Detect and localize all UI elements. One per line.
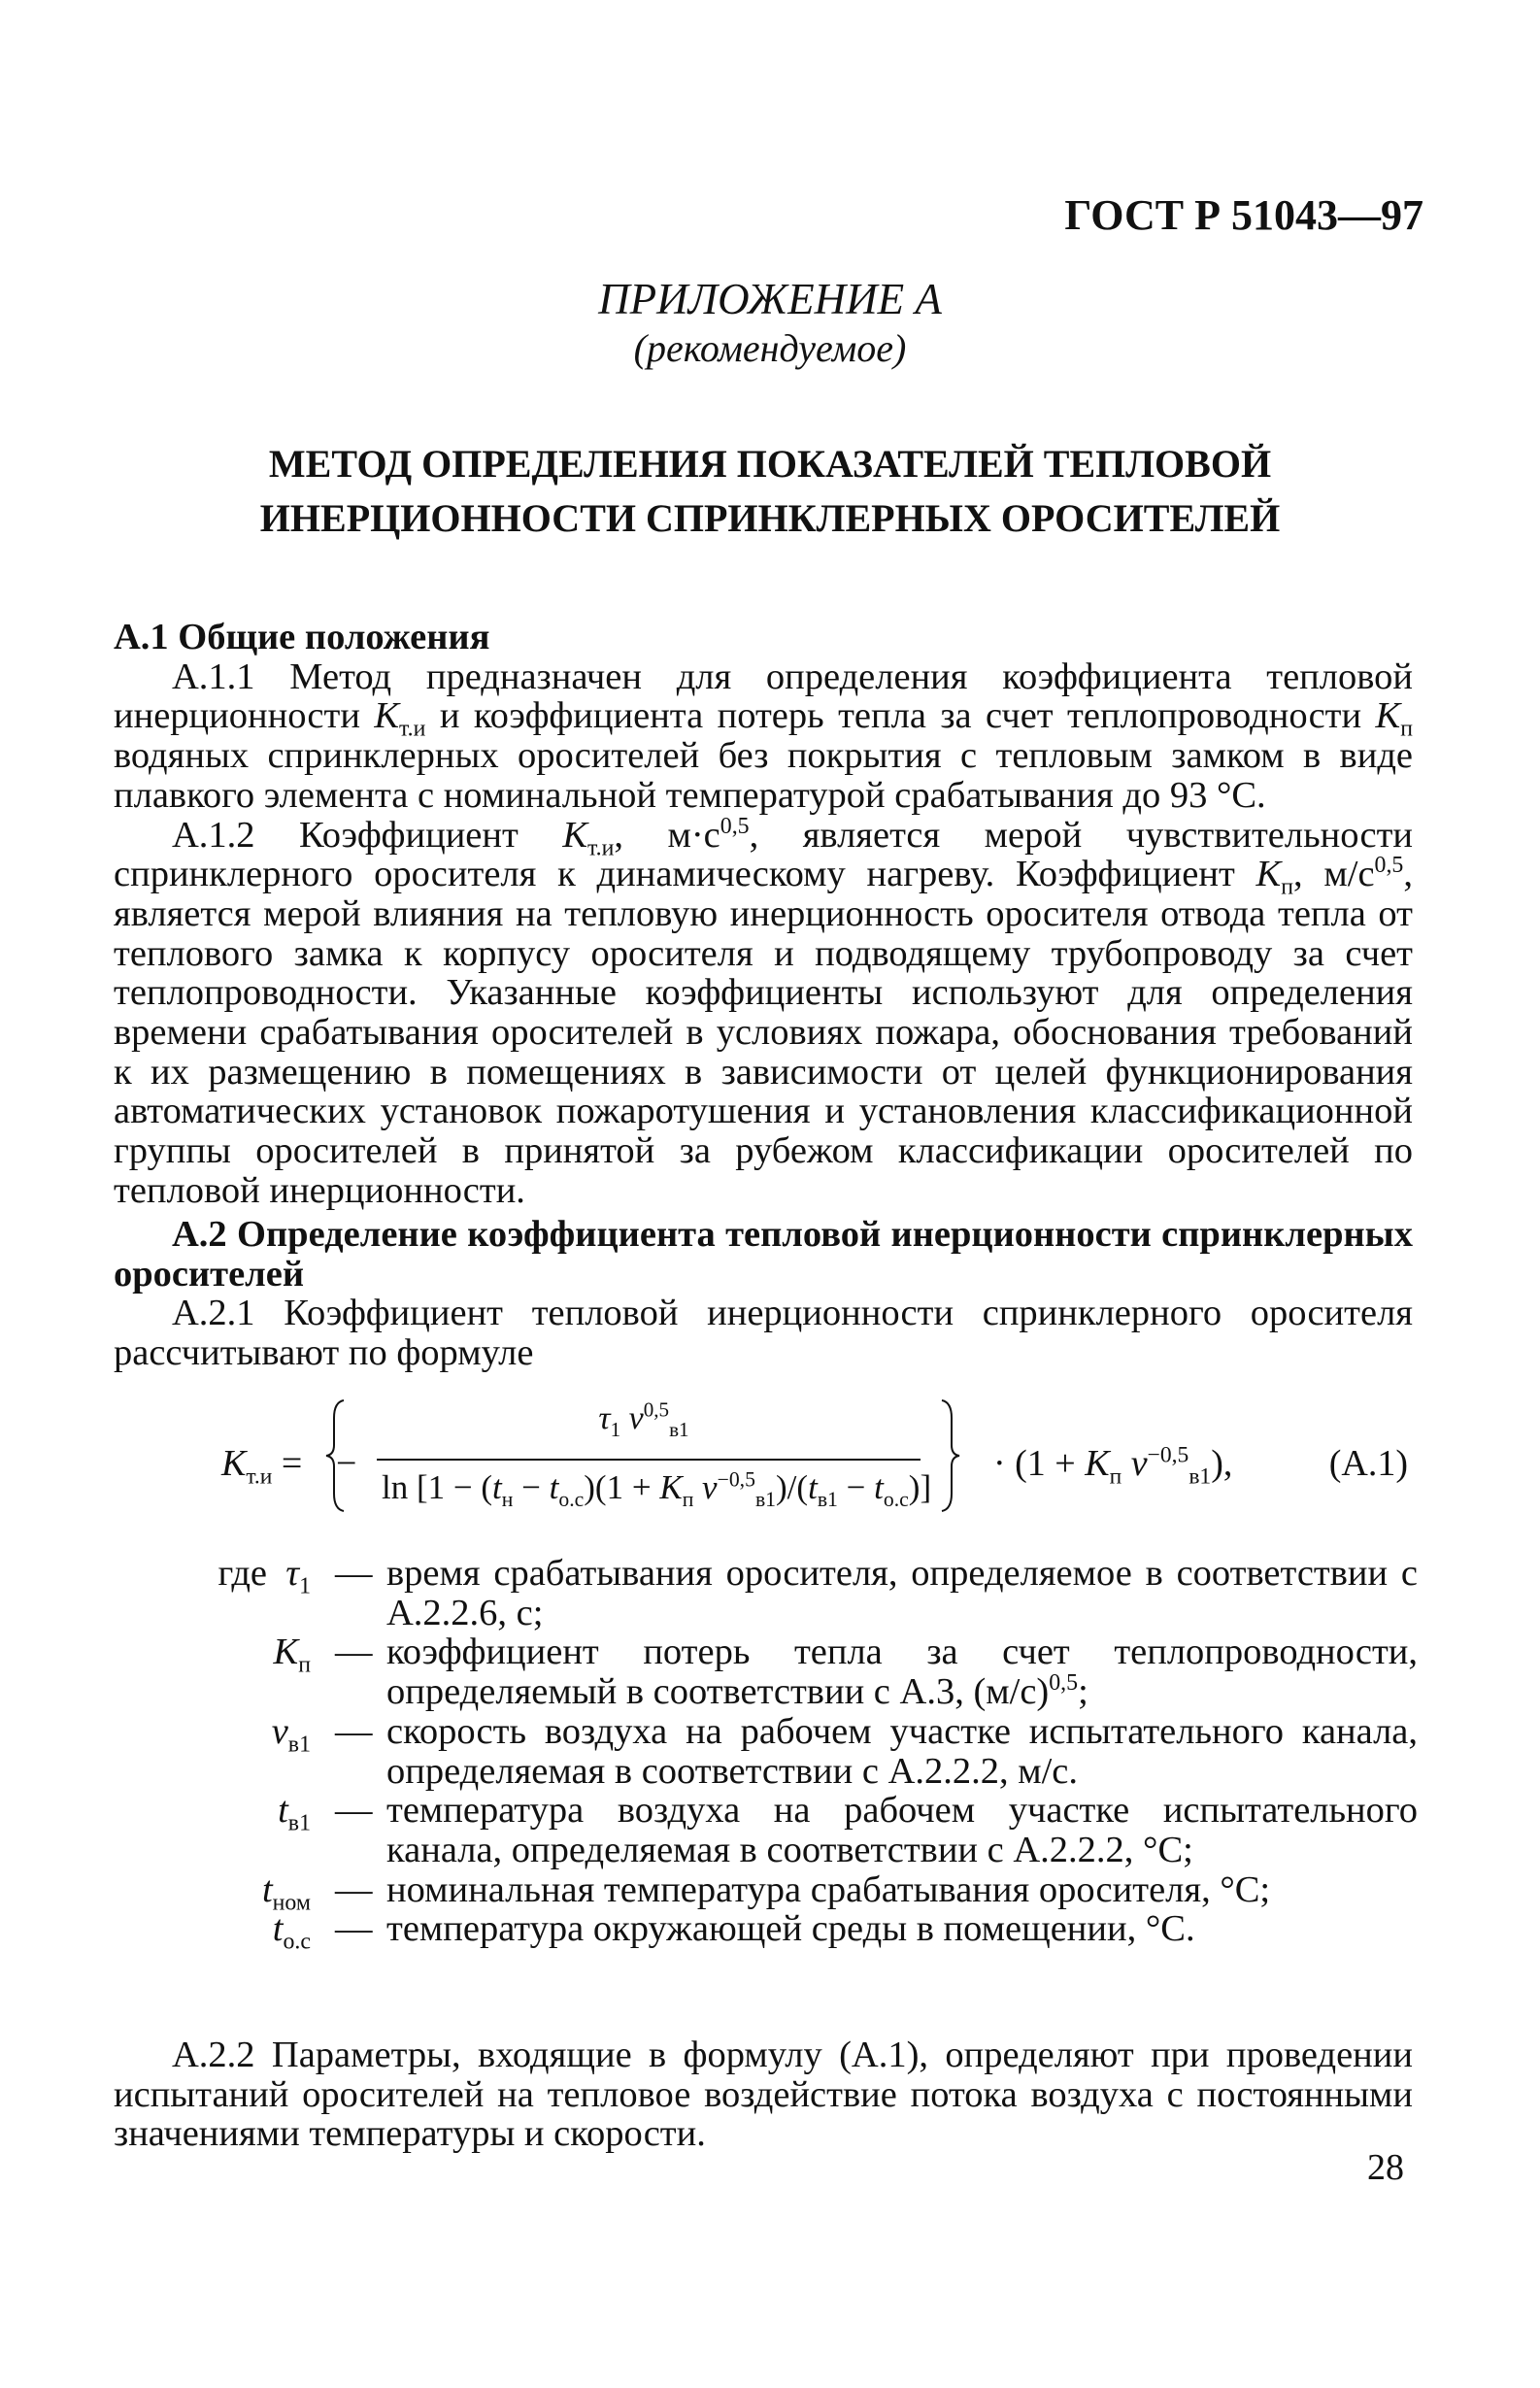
paragraph-a2-1: А.2.1 Коэффициент тепловой инерционности спринклерного оросителя рассчитывают по формуле bbox=[114, 1293, 1413, 1374]
definition-tos: $t_{о.с}$ — температура окружающей среды в помещении, °С. bbox=[272, 1908, 1195, 1956]
paragraph-a2-2: А.2.2 Параметры, входящие в формулу (А.1), определяют при проведении испытаний оросителей на тепловое воздействие потока воздуха с постоянными значениями температуры и скорости. bbox=[114, 2035, 1413, 2155]
section-a2 bbox=[114, 1215, 1413, 1373]
definition-tb: $t_{в1}$ — температура воздуха на рабочем участке испытательного канала, определяемая в соответствии с А.2.2.2, °С; bbox=[278, 1790, 1418, 1870]
section-a1 bbox=[114, 618, 1413, 1211]
definition-v: $v_{в1}$ — скорость воздуха на рабочем участке испытательного канала, определяемая в соответствии с А.2.2.2, м/с. bbox=[271, 1710, 1418, 1792]
right-brace-icon bbox=[938, 1398, 961, 1513]
definitions-list bbox=[155, 1553, 1418, 1956]
definition-tnom: $t_{ном}$ — номинальная температура срабатывания оросителя, °С; bbox=[261, 1868, 1271, 1916]
appendix-title: ПРИЛОЖЕНИЕ А bbox=[598, 275, 942, 323]
title-line-2: ИНЕРЦИОННОСТИ СПРИНКЛЕРНЫХ ОРОСИТЕЛЕЙ bbox=[259, 496, 1281, 540]
paragraph-a2-2-block bbox=[114, 2035, 1413, 2154]
formula-a1 bbox=[221, 1398, 1416, 1525]
formula-number: (А.1) bbox=[1328, 1443, 1408, 1484]
section-a1-heading: А.1 Общие положения bbox=[114, 617, 490, 657]
formula-numerator: $\tau_1$ $v^{0,5}_{в1}$ bbox=[598, 1397, 689, 1441]
definition-tau: где $\tau_1$ — время срабатывания оросителя, определяемое в соответствии с А.2.2.6, с; bbox=[218, 1553, 1418, 1633]
section-a2-heading: А.2 Определение коэффициента тепловой инерционности спринклерных оросителей bbox=[114, 1214, 1413, 1295]
document-title bbox=[0, 437, 1540, 546]
standard-number: ГОСТ Р 51043—97 bbox=[1064, 191, 1423, 239]
definition-kp: $K_п$ — коэффициент потерь тепла за счет теплопроводности, определяемый в соответствии с А.3, $(м/с)^{0,5}$; bbox=[273, 1631, 1418, 1713]
page-number: 28 bbox=[1367, 2147, 1404, 2188]
fraction-bar bbox=[377, 1459, 921, 1461]
formula-denominator: $\ln [1 - (t_н - t_{о.с})(1 + K_п$ $v^{-0,5}_{в1})/(t_{в1} - t_{о.с})$] bbox=[382, 1467, 932, 1511]
formula-lhs: $K_{т.и}$ = bbox=[221, 1443, 303, 1490]
paragraph-a1-1: А.1.1 Метод предназначен для определения коэффициента тепловой инерционности $K_{т.и}$ и коэффициента потерь тепла за счет теплопроводности $K_п$ водяных спринклерных оросителей без покрытия с тепловым замком в виде плавкого элемента с номинальной температурой срабатывания до 93 °С. bbox=[114, 656, 1413, 816]
formula-multiplier: · ($1 + K_п$ $v^{-0,5}_{в1}$), bbox=[993, 1442, 1233, 1490]
title-line-1: МЕТОД ОПРЕДЕЛЕНИЯ ПОКАЗАТЕЛЕЙ ТЕПЛОВОЙ bbox=[268, 442, 1272, 486]
symbol-k: K bbox=[374, 695, 400, 737]
paragraph-a1-2: А.1.2 Коэффициент $K_{т.и}$, $м\cdot с^{0,5}$, является мерой чувствительности спринклерного оросителя к динамическому нагреву. Коэффициент $K_п$, $м/с^{0,5}$, является мерой влияния на тепловую инерционность оросителя отвода тепла от теплового замка к корпусу оросителя и подводящему трубопроводу за счет теплопроводности. Указанные коэффициенты используют для определения времени срабатывания оросителей в условиях пожара, обоснования требований к их размещению в помещениях в зависимости от целей функционирования автоматических установок пожаротушения и установления классификационной группы оросителей в принятой за рубежом классификации оросителей по тепловой инерционности. bbox=[114, 813, 1413, 1211]
formula-minus: − bbox=[336, 1443, 357, 1484]
appendix-subtitle: (рекомендуемое) bbox=[633, 326, 907, 370]
